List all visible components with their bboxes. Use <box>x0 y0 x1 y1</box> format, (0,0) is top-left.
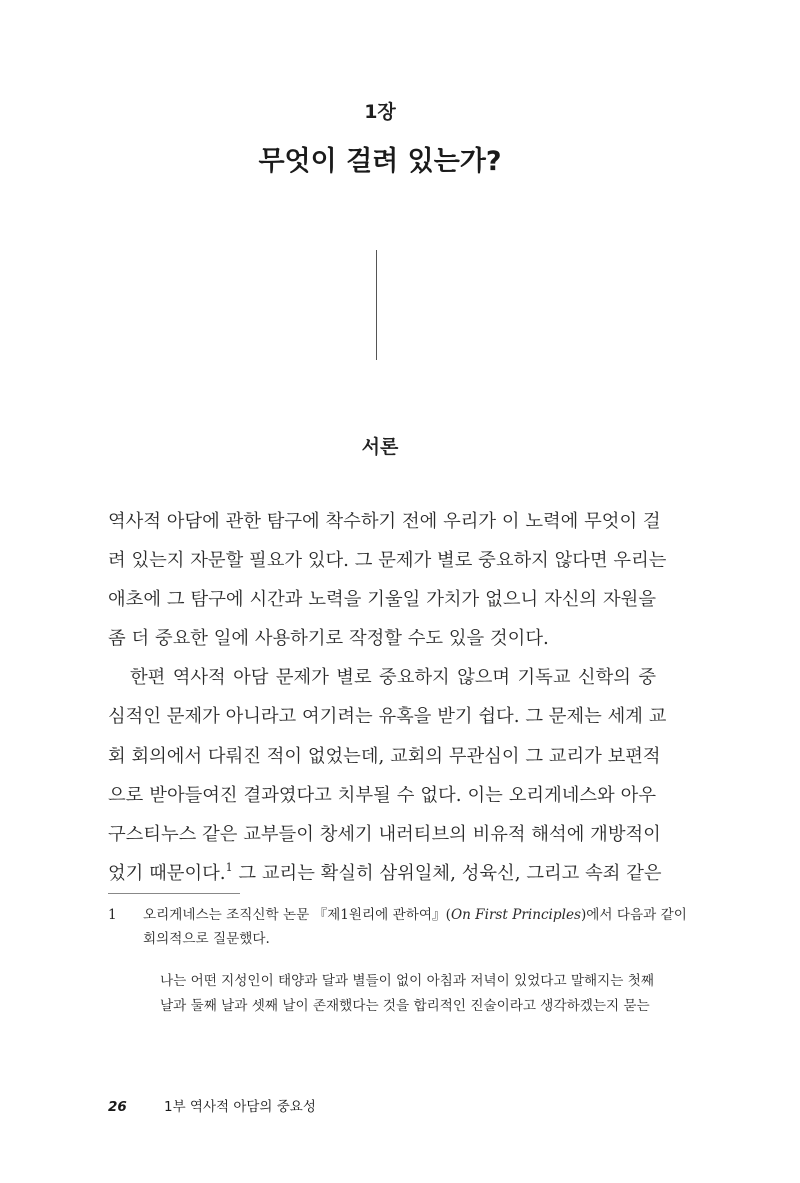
running-head: 1부 역사적 아담의 중요성 <box>164 1099 316 1115</box>
footnote-number: 1 <box>108 907 117 923</box>
footnote-text: 오리게네스는 조직신학 논문 『제1원리에 관하여』( <box>143 907 451 923</box>
body-line-with-footnote <box>108 854 662 893</box>
vertical-divider <box>376 250 377 360</box>
footnote-line <box>143 903 687 927</box>
body-line: 애초에 그 탐구에 시간과 노력을 기울일 가치가 없으니 자신의 자원을 <box>108 589 656 611</box>
body-line: 구스티누스 같은 교부들이 창세기 내러티브의 비유적 해석에 개방적이 <box>108 823 661 845</box>
page-footer <box>108 1095 316 1115</box>
body-line: 려 있는지 자문할 필요가 있다. 그 문제가 별로 중요하지 않다면 우리는 <box>108 550 667 572</box>
footnote <box>108 903 687 951</box>
footnote-english-title: On First Principles <box>450 907 581 923</box>
chapter-title: 무엇이 걸려 있는가? <box>258 146 502 177</box>
footnote-reference[interactable]: 1 <box>225 860 233 874</box>
body-line: 역사적 아담에 관한 탐구에 착수하기 전에 우리가 이 노력에 무엇이 걸 <box>108 511 661 532</box>
footnote-line: 회의적으로 질문했다. <box>143 931 270 947</box>
body-line-part: 었기 때문이다. <box>108 862 226 884</box>
body-line: 회 회의에서 다뤄진 적이 없었는데, 교회의 무관심이 그 교리가 보편적 <box>108 745 661 767</box>
chapter-number: 1장 <box>364 101 396 123</box>
page-number: 26 <box>108 1099 127 1115</box>
body-line: 심적인 문제가 아니라고 여기려는 유혹을 받기 쉽다. 그 문제는 세계 교 <box>108 706 667 728</box>
section-heading: 서론 <box>361 436 399 458</box>
footnote-rule <box>108 893 240 894</box>
footnote-text: )에서 다음과 같이 <box>580 907 687 923</box>
body-line: 좀 더 중요한 일에 사용하기로 작정할 수도 있을 것이다. <box>108 628 549 650</box>
block-quote <box>160 969 656 1019</box>
body-text <box>108 502 667 893</box>
quote-line: 날과 둘째 날과 셋째 날이 존재했다는 것을 합리적인 진술이라고 생각하겠는지 묻는 <box>160 998 650 1014</box>
quote-line: 나는 어떤 지성인이 태양과 달과 별들이 없이 아침과 저녁이 있었다고 말해지는 첫째 <box>160 973 655 989</box>
body-line: 한편 역사적 아담 문제가 별로 중요하지 않으며 기독교 신학의 중 <box>129 667 656 689</box>
body-line: 으로 받아들여진 결과였다고 치부될 수 없다. 이는 오리게네스와 아우 <box>108 784 656 806</box>
body-line-part: 그 교리는 확실히 삼위일체, 성육신, 그리고 속죄 같은 <box>238 862 662 884</box>
